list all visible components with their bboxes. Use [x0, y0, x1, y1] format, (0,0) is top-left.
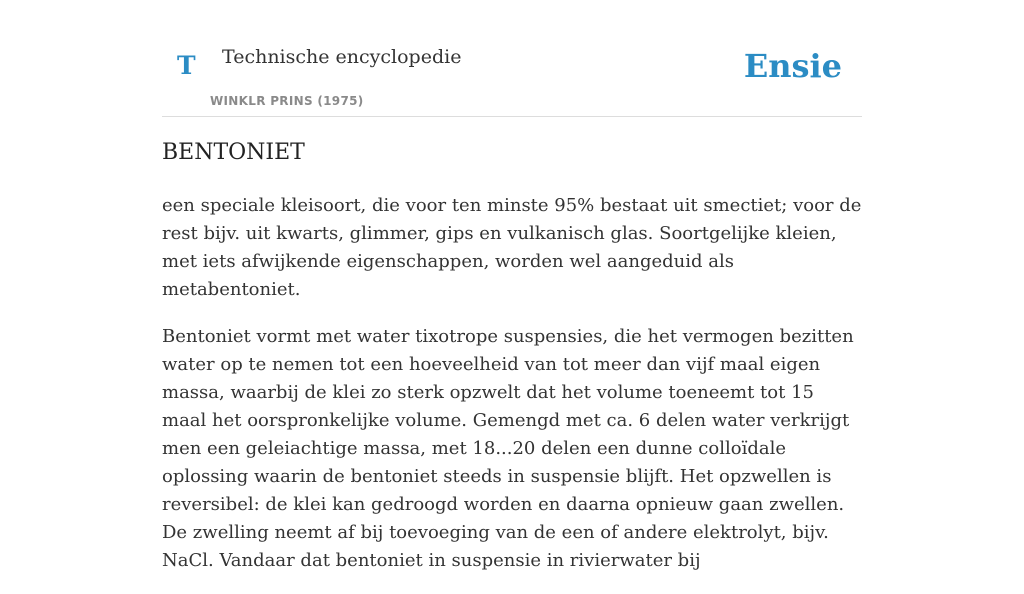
article-body	[162, 192, 862, 594]
article-paragraph: een speciale kleisoort, die voor ten minste 95% bestaat uit smectiet; voor de rest bijv. uit kwarts, glimmer, gips en vulkanisch glas. Soortgelijke kleien, met iets afwijkende eigenschappen, worden wel aangeduid als metabentoniet.	[162, 195, 862, 300]
article-paragraph: Bentoniet vormt met water tixotrope suspensies, die het vermogen bezitten water op te nemen tot een hoeveelheid van tot meer dan vijf maal eigen massa, waarbij de klei zo sterk opzwelt dat het volume toeneemt tot 15 maal het oorspronkelijke volume. Gemengd met ca. 6 delen water verkrijgt men een geleiachtige massa, met 18...20 delen een dunne colloïdale oplossing waarin de bentoniet steeds in suspensie blijft. Het opzwellen is reversibel: de klei kan gedroogd worden en daarna opnieuw gaan zwellen. De zwelling neemt af bij toevoeging van de een of andere elektrolyt, bijv. NaCl. Vandaar dat bentoniet in suspensie in rivierwater bij	[162, 326, 854, 571]
article-headword: BENTONIET	[162, 140, 305, 165]
book-source-label: WINKLR PRINS (1975)	[210, 94, 364, 108]
ensie-brand-logo[interactable]: Ensie	[743, 47, 842, 85]
book-title-link[interactable]: Technische encyclopedie	[222, 46, 462, 68]
book-logo-icon[interactable]: T	[177, 51, 196, 80]
page-header	[162, 0, 862, 117]
